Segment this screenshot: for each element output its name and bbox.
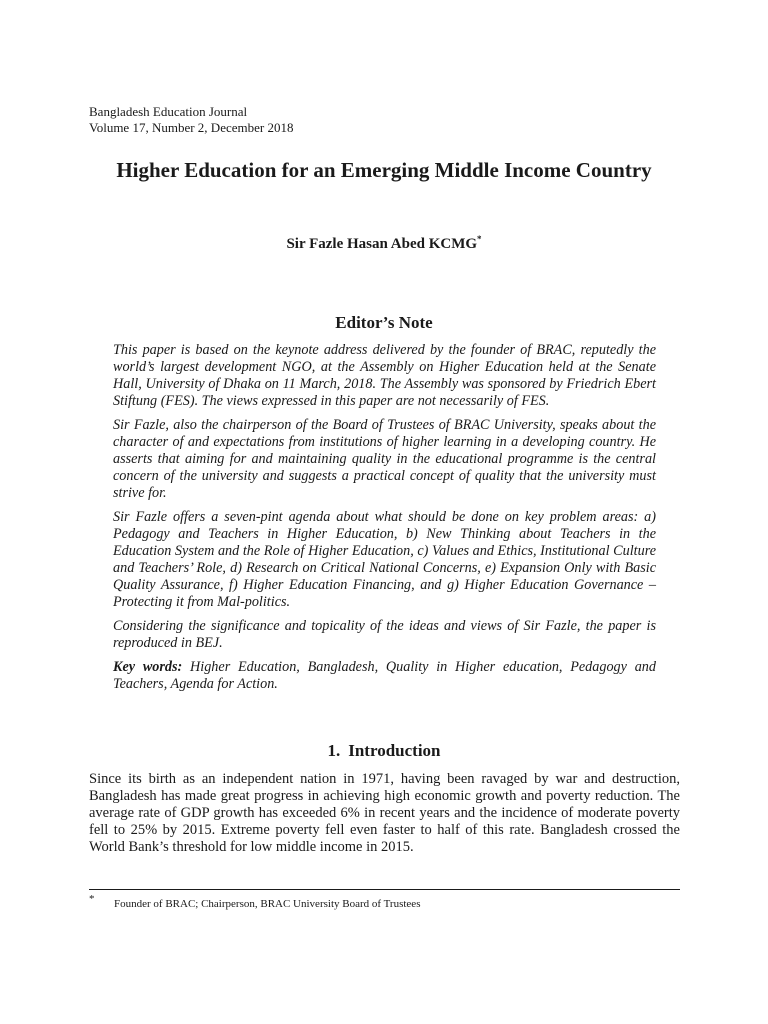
journal-name: Bangladesh Education Journal xyxy=(89,104,248,119)
keywords-label: Key words: xyxy=(113,659,183,675)
author-footnote-marker: * xyxy=(477,234,482,244)
journal-issue: Volume 17, Number 2, December 2018 xyxy=(89,120,294,135)
editors-note-paragraph: Sir Fazle offers a seven-pint agenda about what should be done on key problem areas: a) Pedagogy and Teachers in Higher Education, b) New Thinking about Teachers in the Education System and the Role of Higher Education, c) Values and Ethics, Institutional Culture and Teachers’ Role, d) Research on Critical National Concerns, e) Expansion Only with Basic Quality Assurance, f) Higher Education Financing, and g) Higher Education Governance – Protecting it from Mal-politics. xyxy=(113,509,656,610)
journal-header xyxy=(89,104,293,136)
keywords-text: Higher Education, Bangladesh, Quality in Higher education, Pedagogy and Teachers, Agenda for Action. xyxy=(113,659,656,692)
editors-note-body xyxy=(113,342,656,700)
editors-note-paragraph: This paper is based on the keynote address delivered by the founder of BRAC, reputedly the world’s largest development NGO, at the Assembly on Higher Education held at the Senate Hall, University of Dhaka on 11 March, 2018. The Assembly was sponsored by Friedrich Ebert Stiftung (FES). The views expressed in this paper are not necessarily of FES. xyxy=(113,342,656,409)
author-line xyxy=(0,234,768,254)
section-heading-introduction xyxy=(0,740,768,762)
footnote-divider xyxy=(89,889,680,890)
footnote-text: Founder of BRAC; Chairperson, BRAC University Board of Trustees xyxy=(114,898,421,910)
editors-note-paragraph: Sir Fazle, also the chairperson of the Board of Trustees of BRAC University, speaks about the character of and expectations from institutions of higher learning in a developing country. He asserts that aiming for and maintaining quality in the educational programme is the central concern of the university and suggests a practical concept of quality that the university must strive for. xyxy=(113,417,656,501)
footnote-marker: * xyxy=(89,893,95,905)
keywords-paragraph xyxy=(113,659,656,693)
introduction-paragraph: Since its birth as an independent nation in 1971, having been ravaged by war and destruction, Bangladesh has made great progress in achieving high economic growth and poverty reduction. The average rate of GDP growth has exceeded 6% in recent years and the incidence of moderate poverty fell to 25% by 2015. Extreme poverty fell even faster to half of this rate. Bangladesh crossed the World Bank’s threshold for low middle income in 2015. xyxy=(89,771,680,855)
editors-note-heading: Editor’s Note xyxy=(335,313,433,332)
section-title: Introduction xyxy=(348,741,441,760)
section-number: 1. xyxy=(327,741,341,760)
editors-note-paragraph: Considering the significance and topicality of the ideas and views of Sir Fazle, the paper is reproduced in BEJ. xyxy=(113,618,656,651)
paper-title: Higher Education for an Emerging Middle Income Country xyxy=(116,158,652,182)
author-name: Sir Fazle Hasan Abed KCMG xyxy=(286,236,478,252)
